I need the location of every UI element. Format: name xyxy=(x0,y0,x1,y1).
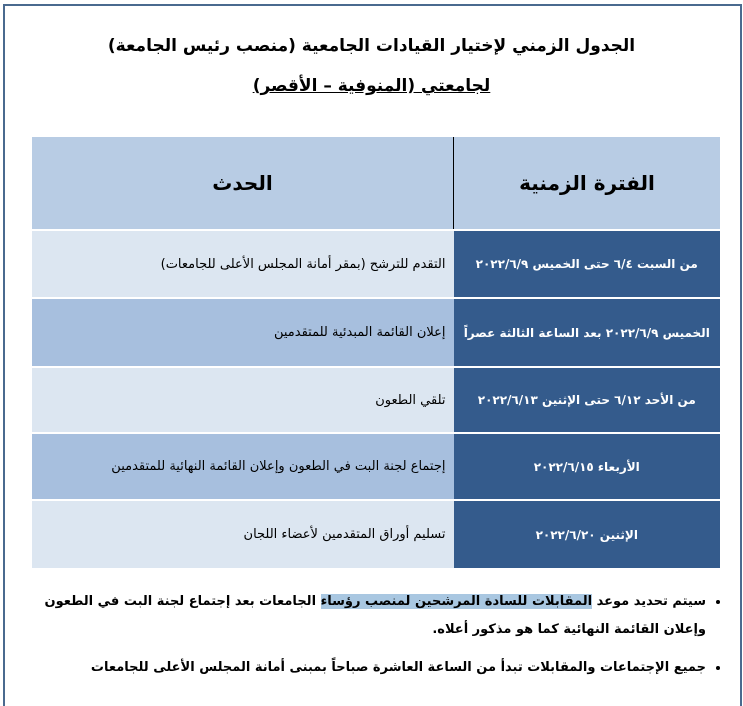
document-title: الجدول الزمني لإختيار القيادات الجامعية (منصب رئيس الجامعة) xyxy=(107,36,636,56)
row-period: الخميس ٢٠٢٢/٦/٩ بعد الساعة الثالثة عصراً xyxy=(454,298,721,367)
row-period: من السبت ٦/٤ حتى الخميس ٢٠٢٢/٦/٩ xyxy=(454,230,721,298)
table-row xyxy=(32,500,720,568)
note-item xyxy=(20,588,706,644)
row-event: تلقي الطعون xyxy=(32,367,454,433)
header-period: الفترة الزمنية xyxy=(454,137,721,230)
table-row xyxy=(32,230,720,298)
subtitle-text: لجامعتي (المنوفية – الأقصر) xyxy=(252,76,491,96)
table-header xyxy=(32,137,720,230)
highlighted-text: المقابلات للسادة المرشحين لمنصب رؤساء xyxy=(320,594,593,609)
table-row xyxy=(32,367,720,433)
note-text: الجامعات بعد إجتماع لجنة البت في الطعون وإعلان القائمة النهائية كما هو مذكور أعلاه. xyxy=(44,594,706,637)
table-row xyxy=(32,433,720,500)
row-period: الأربعاء ٢٠٢٢/٦/١٥ xyxy=(454,433,721,500)
table-row xyxy=(32,298,720,367)
note-item: • جميع الإجتماعات والمقابلات تبدأ من الساعة العاشرة صباحاً بمبنى أمانة المجلس الأعلى للجامعات xyxy=(20,654,706,682)
row-event: التقدم للترشح (بمقر أمانة المجلس الأعلى للجامعات) xyxy=(32,230,454,298)
row-period: الإثنين ٢٠٢٢/٦/٢٠ xyxy=(454,500,721,568)
schedule-table xyxy=(32,137,720,568)
note-text: سيتم تحديد موعد xyxy=(592,594,706,609)
document-subtitle xyxy=(0,76,743,96)
notes-list xyxy=(20,588,728,692)
header-event: الحدث xyxy=(32,137,454,230)
row-event: إجتماع لجنة البت في الطعون وإعلان القائمة النهائية للمتقدمين xyxy=(32,433,454,500)
row-event: إعلان القائمة المبدئية للمتقدمين xyxy=(32,298,454,367)
row-event: تسليم أوراق المتقدمين لأعضاء اللجان xyxy=(32,500,454,568)
row-period: من الأحد ٦/١٢ حتى الإثنين ٢٠٢٢/٦/١٣ xyxy=(454,367,721,433)
